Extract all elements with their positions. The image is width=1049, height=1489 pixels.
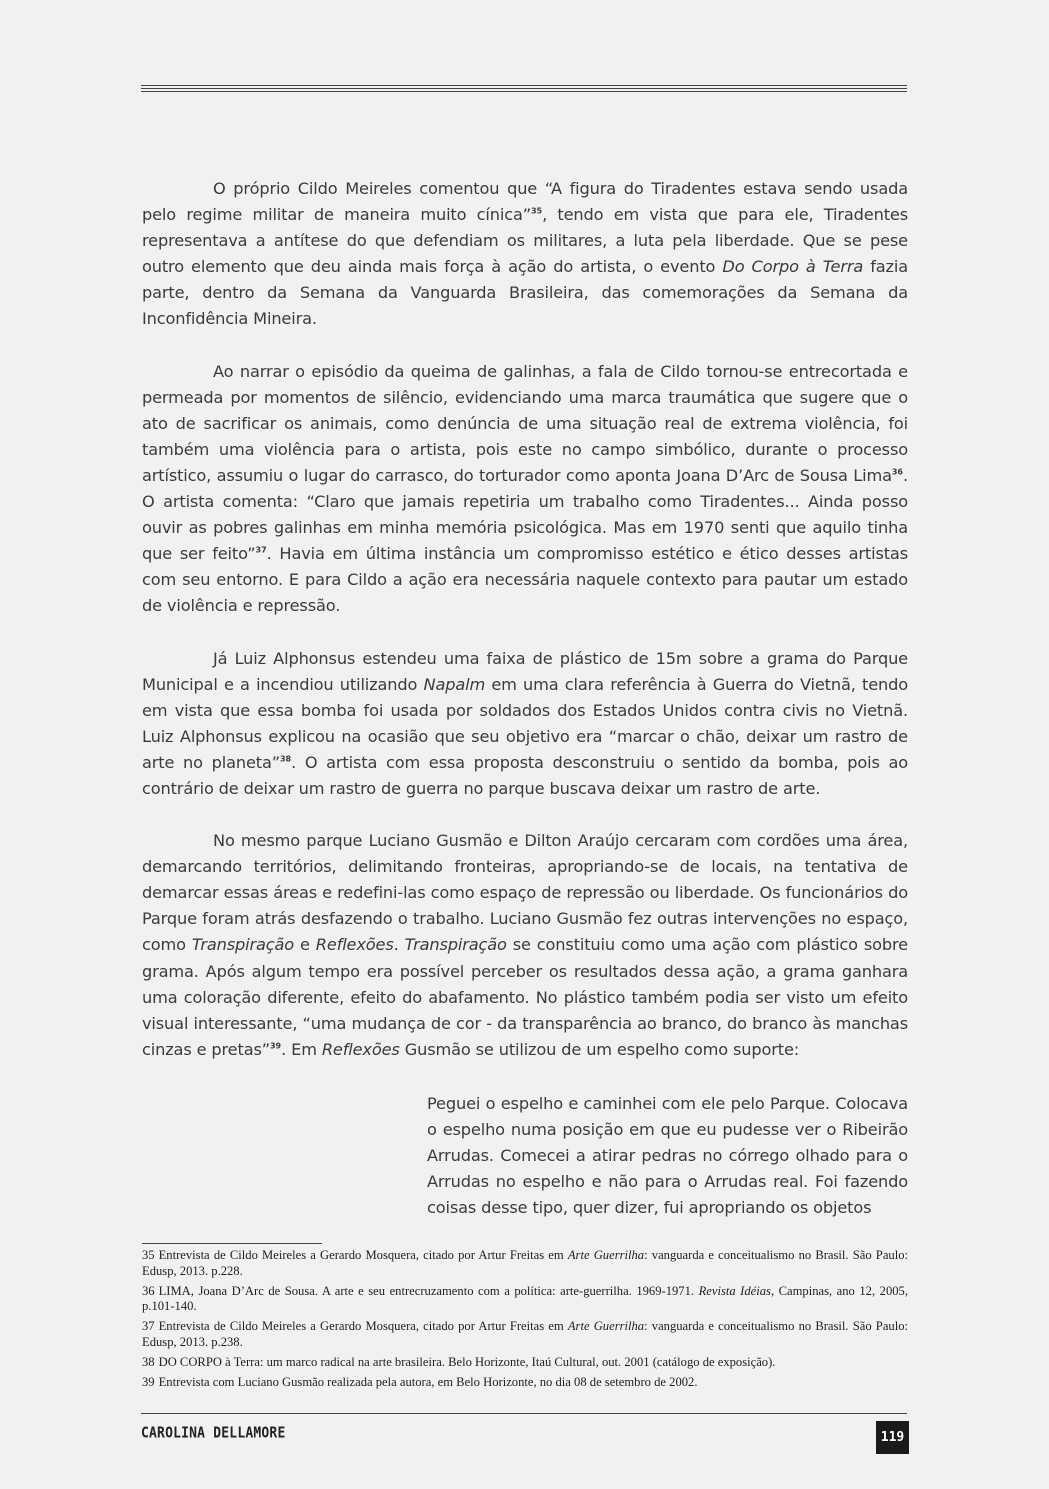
footnote-marker: 39 <box>269 1041 282 1051</box>
block-quote: Peguei o espelho e caminhei com ele pelo Parque. Colocava o espelho numa posição em que eu pudesse ver o Ribeirão Arrudas. Comecei a atirar pedras no córrego olhado para o Arrudas no espelho e não para o Arrudas real. Foi fazendo coisas desse tipo, quer dizer, fui apropriando os objetos <box>427 1094 908 1218</box>
italic-text: Napalm <box>423 674 486 694</box>
footnote: 36 LIMA, Joana D’Arc de Sousa. A arte e seu entrecruzamento com a política: arte-guerrilha. 1969-1971. Revista Idéias, Campinas, ano 12, 2005, p.101-140. <box>142 1283 908 1313</box>
footnote-number: 39 <box>142 1374 155 1389</box>
paragraph: Já Luiz Alphonsus estendeu uma faixa de plástico de 15m sobre a grama do Parque Municipal e a incendiou utilizando Napalm em uma clara referência à Guerra do Vietnã, tendo em vista que essa bomba foi usada por soldados dos Estados Unidos contra civis no Vietnã. Luiz Alphonsus explicou na ocasião que seu objetivo era “marcar o chão, deixar um rastro de arte no planeta”$^{38}$. O artista com essa proposta desconstruiu o sentido da bomba, pois ao contrário de deixar um rastro de guerra no parque buscava deixar um rastro de arte. <box>142 648 909 798</box>
author-name: CAROLINA DELLAMORE <box>141 1425 286 1443</box>
paragraph: O próprio Cildo Meireles comentou que “A figura do Tiradentes estava sendo usada pelo regime militar de maneira muito cínica”$^{35}$, tendo em vista que para ele, Tiradentes representava a antítese do que defendiam os militares, a luta pela liberdade. Que se pese outro elemento que deu ainda mais força à ação do artista, o evento Do Corpo à Terra fazia parte, dentro da Semana da Vanguarda Brasileira, das comemorações da Semana da Inconfidência Mineira. <box>142 179 908 329</box>
footnote-number: 38 <box>142 1354 155 1369</box>
footnote: 35 Entrevista de Cildo Meireles a Gerardo Mosquera, citado por Artur Freitas em Arte Guerrilha: vanguarda e conceitualismo no Brasil. São Paulo: Edusp, 2013. p.228. <box>142 1248 908 1278</box>
footnote: 37 Entrevista de Cildo Meireles a Gerardo Mosquera, citado por Artur Freitas em Arte Guerrilha: vanguarda e conceitualismo no Brasil. São Paulo: Edusp, 2013. p.238. <box>142 1319 908 1349</box>
header-rule <box>141 85 907 86</box>
italic-text: Do Corpo à Terra <box>722 257 864 277</box>
footnote-marker: 38 <box>279 754 292 764</box>
footer-rule <box>141 1413 907 1414</box>
footnotes <box>142 1248 908 1395</box>
paragraph: No mesmo parque Luciano Gusmão e Dilton Araújo cercaram com cordões uma área, demarcando territórios, delimitando fronteiras, apropriando-se de locais, na tentativa de demarcar essas áreas e redefini-las como espaço de repressão ou liberdade. Os funcionários do Parque foram atrás desfazendo o trabalho. Luciano Gusmão fez outras intervenções no espaço, como Transpiração e Reflexões. Transpiração se constituiu como uma ação com plástico sobre grama. Após algum tempo era possível perceber os resultados dessa ação, a grama ganhara uma coloração diferente, efeito do abafamento. No plástico também podia ser visto um efeito visual interessante, “uma mudança de cor - da transparência ao branco, do branco às manchas cinzas e pretas”$^{39}$. Em Reflexões Gusmão se utilizou de um espelho como suporte: <box>142 831 908 1059</box>
italic-text: Revista Idéias <box>698 1283 771 1298</box>
italic-text: Transpiração <box>191 935 295 955</box>
footnote: 39 Entrevista com Luciano Gusmão realizada pela autora, em Belo Horizonte, no dia 08 de setembro de 2002. <box>142 1374 698 1389</box>
italic-text: Reflexões <box>321 1039 400 1059</box>
italic-text: Reflexões <box>315 935 394 955</box>
footnote-number: 36 <box>142 1283 155 1298</box>
footnote-marker: 36 <box>891 467 903 477</box>
body-text <box>142 176 908 1089</box>
footnote-number: 37 <box>142 1319 155 1333</box>
header-rule <box>141 88 907 89</box>
footnote: 38 DO CORPO à Terra: um marco radical na arte brasileira. Belo Horizonte, Itaú Cultural, out. 2001 (catálogo de exposição). <box>142 1354 776 1369</box>
footnote-rule <box>142 1243 322 1244</box>
footnote-marker: 35 <box>530 206 543 216</box>
italic-text: Arte Guerrilha <box>567 1319 645 1333</box>
header-rule <box>141 91 907 92</box>
footnote-number: 35 <box>142 1248 155 1262</box>
italic-text: Arte Guerrilha <box>567 1248 645 1262</box>
page-number: 119 <box>876 1421 909 1454</box>
paragraph: Ao narrar o episódio da queima de galinhas, a fala de Cildo tornou-se entrecortada e permeada por momentos de silêncio, evidenciando uma marca traumática que sugere que o ato de sacrificar os animais, como denúncia de uma situação real de extrema violência, foi também uma violência para o artista, pois este no campo simbólico, durante o processo artístico, assumiu o lugar do carrasco, do torturador como aponta Joana D’Arc de Sousa Lima$^{36}$. O artista comenta: “Claro que jamais repetiria um trabalho como Tiradentes... Ainda posso ouvir as pobres galinhas em minha memória psicológica. Mas em 1970 senti que aquilo tinha que ser feito”$^{37}$. Havia em última instância um compromisso estético e ético desses artistas com seu entorno. E para Cildo a ação era necessária naquele contexto para pautar um estado de violência e repressão. <box>142 361 908 616</box>
italic-text: Transpiração <box>404 935 507 955</box>
footnote-marker: 37 <box>255 545 267 555</box>
